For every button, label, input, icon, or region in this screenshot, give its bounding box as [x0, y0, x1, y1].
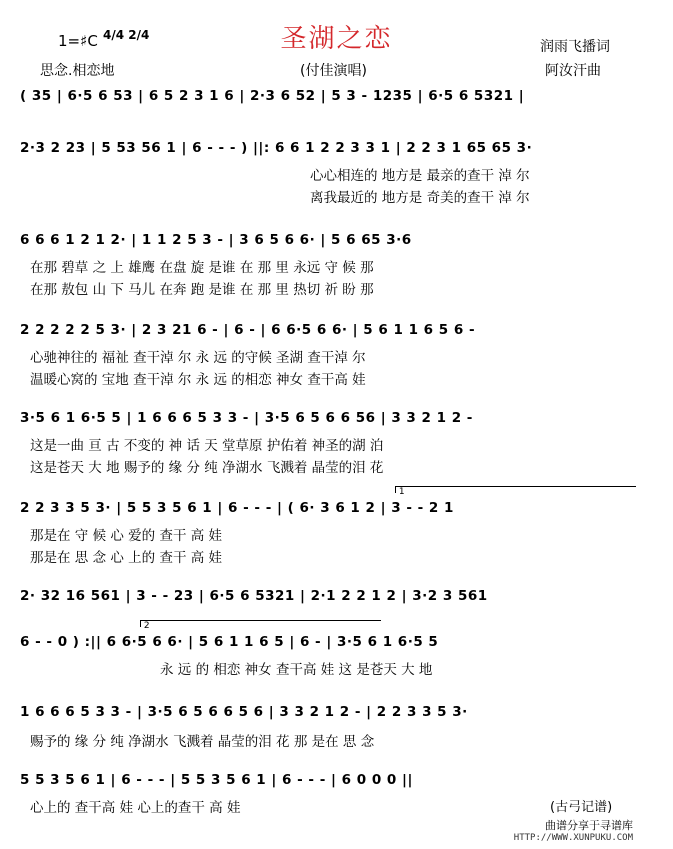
notation-line: 6 6 6 1 2 1 2· | 1 1 2 5 3 - | 3 6 5 6 6· | 5 6 65 3·6	[20, 232, 412, 248]
score-system-1	[20, 88, 652, 128]
time-signature: 4/4 2/4	[103, 28, 150, 42]
mood-marking: 思念.相恋地	[40, 63, 115, 79]
score-system-2	[20, 140, 652, 210]
lyric-verse-1: 在那 碧草 之 上 雄鹰 在盘 旋 是谁 在 那 里 永远 守 候 那	[30, 260, 374, 276]
lyric-verse-2: 离我最近的 地方是 奇美的查干 淖 尔	[310, 190, 530, 206]
notation-line: 2·3 2 23 | 5 53 56 1 | 6 - - - ) ||: 6 6 1 2 2 3 3 1 | 2 2 3 1 65 65 3·	[20, 140, 533, 156]
score-system-9	[20, 704, 652, 752]
notation-line: 6 - - 0 ) :|| 6 6·5 6 6· | 5 6 1 1 6 5 | 6 - | 3·5 6 1 6·5 5	[20, 634, 439, 650]
notation-line: 2· 32 16 561 | 3 - - 23 | 6·5 6 5321 | 2·1 2 2 1 2 | 3·2 3 561	[20, 588, 488, 604]
lyric-verse-1: 心驰神往的 福祉 查干淖 尔 永 远 的守候 圣湖 查干淖 尔	[30, 350, 366, 366]
lyric-verse-1: 永 远 的 相恋 神女 查干高 娃 这 是苍天 大 地	[160, 662, 433, 678]
notation-line: 2 2 3 3 5 3· | 5 5 3 5 6 1 | 6 - - - | ( 6· 3 6 1 2 | 3 - - 2 1	[20, 500, 454, 516]
volta-bracket-2: 2	[140, 620, 381, 627]
score-system-4	[20, 322, 652, 392]
key-signature: 1=♯C	[58, 32, 98, 50]
singer: (付佳演唱)	[300, 63, 367, 79]
lyric-verse-1: 这是一曲 亘 古 不变的 神 话 天 堂草原 护佑着 神圣的湖 泊	[30, 438, 384, 454]
song-title: 圣湖之恋	[280, 24, 393, 54]
lyric-verse-2: 在那 敖包 山 下 马儿 在奔 跑 是谁 在 那 里 热切 祈 盼 那	[30, 282, 374, 298]
notation-line: 2 2 2 2 2 5 3· | 2 3 21 6 - | 6 - | 6 6·5 6 6· | 5 6 1 1 6 5 6 -	[20, 322, 476, 338]
notation-line: 3·5 6 1 6·5 5 | 1 6 6 6 5 3 3 - | 3·5 6 5 6 6 56 | 3 3 2 1 2 -	[20, 410, 473, 426]
lyric-verse-1: 赐予的 缘 分 纯 净湖水 飞溅着 晶莹的泪 花 那 是在 思 念	[30, 734, 375, 750]
lyric-verse-1: 心心相连的 地方是 最亲的查干 淖 尔	[310, 168, 530, 184]
site-url[interactable]: HTTP://WWW.XUNPUKU.COM	[513, 833, 633, 843]
score-system-8	[20, 621, 652, 682]
lyric-verse-1: 那是在 守 候 心 爱的 查干 高 娃	[30, 528, 223, 544]
lyric-verse-2: 温暖心窝的 宝地 查干淖 尔 永 远 的相恋 神女 查干高 娃	[30, 372, 366, 388]
score-system-3	[20, 232, 652, 302]
transcriber-credit: (古弓记谱)	[550, 800, 613, 815]
volta-bracket-1: 1	[395, 486, 636, 493]
score-system-6	[20, 487, 652, 570]
notation-line: ( 35 | 6·5 6 53 | 6 5 2 3 1 6 | 2·3 6 52 | 5 3 - 1235 | 6·5 6 5321 |	[20, 88, 525, 104]
share-notice: 曲谱分享于寻谱库	[545, 819, 633, 832]
notation-line: 5 5 3 5 6 1 | 6 - - - | 5 5 3 5 6 1 | 6 - - - | 6 0 0 0 ||	[20, 772, 413, 788]
lyric-verse-2: 那是在 思 念 心 上的 查干 高 娃	[30, 550, 223, 566]
score-system-5	[20, 410, 652, 480]
lyricist: 润雨飞播词	[540, 39, 610, 55]
score-system-7	[20, 588, 652, 618]
composer: 阿汝汗曲	[545, 63, 601, 79]
site-footer	[514, 817, 633, 843]
lyric-verse-1: 心上的 查干高 娃 心上的查干 高 娃	[30, 800, 241, 816]
notation-line: 1 6 6 6 5 3 3 - | 3·5 6 5 6 6 5 6 | 3 3 2 1 2 - | 2 2 3 3 5 3·	[20, 704, 468, 720]
lyric-verse-2: 这是苍天 大 地 赐予的 缘 分 纯 净湖水 飞溅着 晶莹的泪 花	[30, 460, 384, 476]
